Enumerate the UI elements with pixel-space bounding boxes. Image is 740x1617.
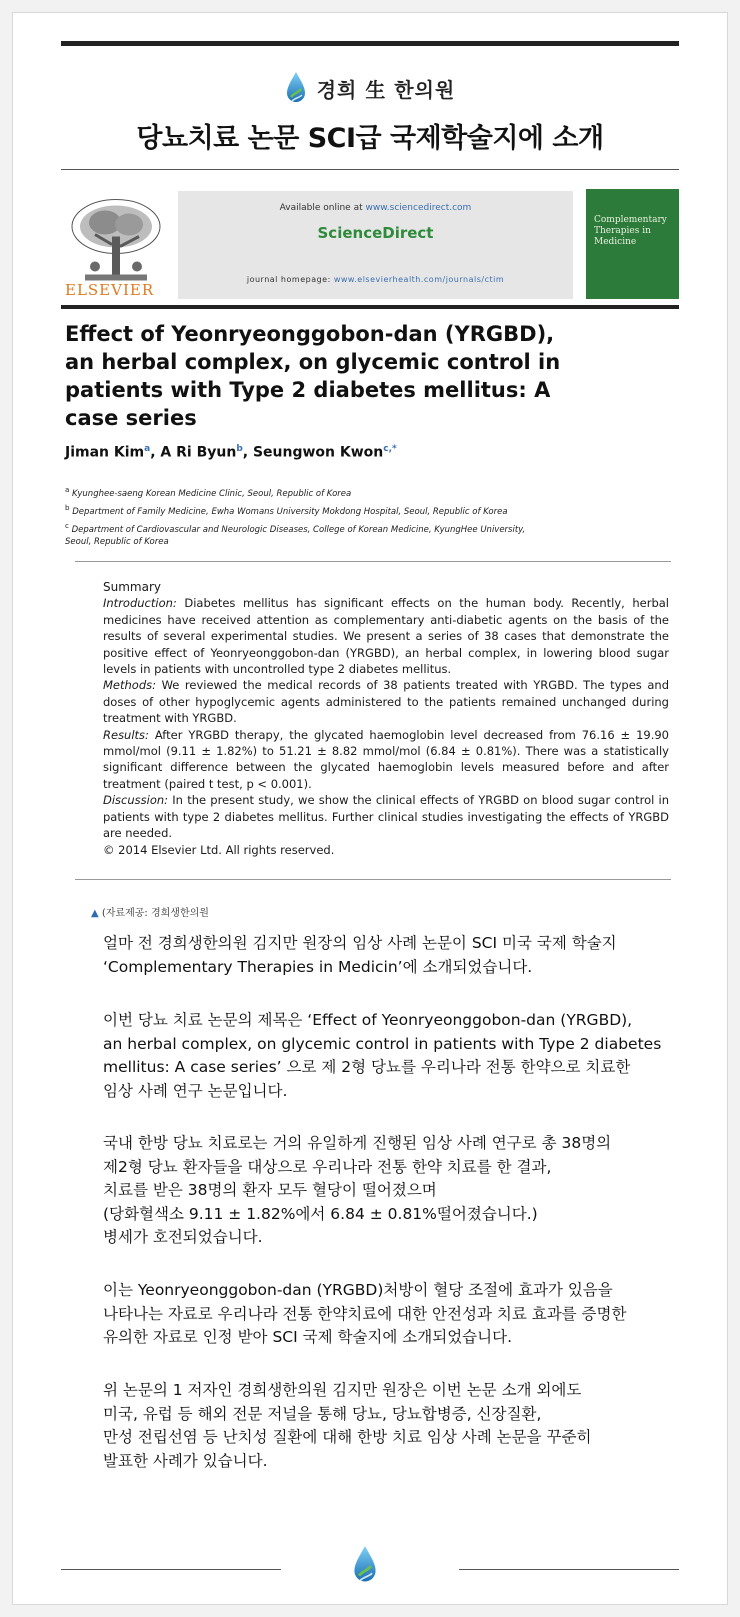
affiliation-text: Kyunghee-saeng Korean Medicine Clinic, Seoul, Republic of Korea: [72, 488, 352, 499]
clinic-brand: [13, 68, 727, 108]
summary-introduction: [103, 595, 669, 677]
paragraph-line: 발표한 사례가 있습니다.: [103, 1451, 268, 1470]
available-prefix: Available online at: [279, 203, 363, 213]
author-list: Jiman Kim$^a$, A Ri Byun$^b$, Seungwon Kwon$^{c,*}$: [65, 444, 397, 461]
author-affil-mark: a: [144, 444, 151, 454]
paragraph-line: 위 논문의 1 저자인 경희생한의원 김지만 원장은 이번 논문 소개 외에도: [103, 1381, 582, 1399]
caption-marker-icon: ▲: [91, 908, 99, 919]
author-name: Jiman Kim: [65, 444, 145, 461]
abstract-summary: [103, 579, 669, 858]
top-thick-rule: [61, 41, 679, 46]
paragraph-line: 미국, 유럽 등 해외 전문 저널을 통해 당뇨, 당뇨합병증, 신장질환,: [103, 1404, 542, 1423]
homepage-url[interactable]: www.elsevierhealth.com/journals/ctim: [333, 275, 505, 284]
paragraph-line: (당화혈색소 9.11 ± 1.82%에서 6.84 ± 0.81%떨어졌습니다.): [103, 1204, 538, 1223]
page-headline: 당뇨치료 논문 SCI급 국제학술지에 소개: [136, 123, 604, 154]
sciencedirect-banner: [178, 191, 573, 299]
affiliation-text: Department of Cardiovascular and Neurologic Diseases, College of Korean Medicine, KyungHee University,: [71, 524, 526, 535]
affiliation-a: $^a$ Kyunghee-saeng Korean Medicine Clinic, Seoul, Republic of Korea: [65, 485, 352, 499]
paragraph-line: mellitus: A case series’ 으로 제 2형 당뇨를 우리나라 전통 한약으로 치료한: [103, 1058, 631, 1076]
summary-results: [103, 727, 669, 793]
available-online: [178, 203, 573, 213]
article-card: [12, 12, 728, 1605]
cover-title: Complementary Therapies in Medicine: [594, 215, 667, 247]
paragraph-line: 병세가 호전되었습니다.: [103, 1228, 263, 1246]
section-text: We reviewed the medical records of 38 patients treated with YRGBD. The types and doses of other hypoglycemic agents administered to the patients remained unchanged during treatment with YRGBD.: [103, 678, 669, 726]
homepage-prefix: journal homepage:: [246, 275, 331, 284]
water-drop-footer-icon: [352, 1545, 378, 1585]
affiliation-text: Seoul, Republic of Korea: [65, 537, 169, 548]
paragraph-line: ‘Complementary Therapies in Medicin’에 소개되었습니다.: [103, 957, 533, 976]
article-paragraph-5: [103, 1379, 693, 1473]
paper-title-line: case series: [65, 406, 197, 430]
journal-cover: [586, 189, 679, 299]
caption-text: (자료제공: 경희생한의원: [101, 908, 209, 919]
journal-homepage: [178, 275, 573, 284]
paper-title-line: Effect of Yeonryeonggobon-dan (YRGBD),: [65, 322, 555, 346]
section-label: Results:: [103, 727, 149, 742]
article-paragraph-1: [103, 932, 693, 979]
author-affil-mark: c,*: [383, 444, 397, 454]
paragraph-line: an herbal complex, on glycemic control in patients with Type 2 diabetes: [103, 1034, 662, 1053]
article-paragraph-2: [103, 1009, 693, 1103]
image-caption: [91, 904, 209, 919]
paragraph-line: 임상 사례 연구 논문입니다.: [103, 1081, 288, 1100]
section-text: In the present study, we show the clinical effects of YRGBD on blood sugar control in patients with type 2 diabetes mellitus. Further clinical studies investigating the effects of YRGBD are needed.: [103, 793, 670, 841]
author-affil-mark: b: [236, 444, 243, 454]
paper-title: [65, 320, 665, 432]
summary-rule: [75, 879, 671, 880]
paragraph-line: 국내 한방 당뇨 치료로는 거의 유일하게 진행된 임상 사례 연구로 총 38명의: [103, 1134, 612, 1152]
paragraph-line: 유의한 자료로 인정 받아 SCI 국제 학술지에 소개되었습니다.: [103, 1328, 513, 1346]
brand-name: 경희 生 한의원: [316, 77, 456, 102]
paragraph-line: 제2형 당뇨 환자들을 대상으로 우리나라 전통 한약 치료를 한 결과,: [103, 1157, 552, 1176]
paper-title-line: patients with Type 2 diabetes mellitus: A: [65, 378, 551, 402]
paragraph-line: 얼마 전 경희생한의원 김지만 원장의 임상 사례 논문이 SCI 미국 국제 학술지: [103, 934, 617, 952]
section-label: Introduction:: [103, 596, 177, 611]
journal-band-rule: [61, 305, 679, 309]
footer-rule-right: [459, 1569, 679, 1570]
paragraph-line: 나타나는 자료로 우리나라 전통 한약치료에 대한 안전성과 치료 효과를 증명한: [103, 1304, 627, 1323]
author-name: A Ri Byun: [160, 444, 237, 461]
affiliation-rule: [75, 561, 671, 562]
paragraph-line: 이번 당뇨 치료 논문의 제목은 ‘Effect of Yeonryeonggobon-dan (YRGBD),: [103, 1011, 633, 1029]
paper-title-line: an herbal complex, on glycemic control in: [65, 350, 561, 374]
summary-heading: Summary: [103, 580, 161, 594]
summary-methods: [103, 677, 669, 726]
affiliations: [65, 483, 665, 549]
paragraph-line: 이는 Yeonryeonggobon-dan (YRGBD)처방이 혈당 조절에 효과가 있음을: [103, 1281, 613, 1299]
affiliation-c: $^c$ Department of Cardiovascular and Neurologic Diseases, College of Korean Medicine, KyungHee University,: [65, 520, 526, 535]
footer-rule-left: [61, 1569, 281, 1570]
article-paragraph-4: [103, 1279, 693, 1350]
water-drop-logo-icon: [285, 71, 307, 105]
author-name: Seungwon Kwon: [252, 444, 384, 461]
article-paragraph-3: [103, 1132, 693, 1250]
section-text: Diabetes mellitus has significant effects on the human body. Recently, herbal medicines have received attention as complementary anti-diabetic agents on the basis of the results of several experimental studies. We present a series of 38 cases that demonstrate the positive effect of Yeonryeonggobon-dan (YRGBD), an herbal complex, in lowering blood sugar levels in patients with uncontrolled type 2 diabetes mellitus.: [103, 596, 669, 677]
affiliation-b: $^b$ Department of Family Medicine, Ewha Womans University Mokdong Hospital, Seoul, Republic of Korea: [65, 502, 508, 517]
headline-rule: [61, 169, 679, 170]
sciencedirect-wordmark: ScienceDirect: [317, 224, 434, 242]
summary-copyright: © 2014 Elsevier Ltd. All rights reserved.: [103, 842, 335, 857]
paragraph-line: 만성 전립선염 등 난치성 질환에 대해 한방 치료 임상 사례 논문을 꾸준히: [103, 1428, 592, 1446]
paragraph-line: 치료를 받은 38명의 환자 모두 혈당이 떨어졌으며: [103, 1181, 437, 1199]
sciencedirect-url[interactable]: www.sciencedirect.com: [365, 203, 472, 213]
section-label: Discussion:: [103, 793, 169, 808]
elsevier-wordmark: ELSEVIER: [65, 281, 155, 299]
affiliation-text: Department of Family Medicine, Ewha Womans University Mokdong Hospital, Seoul, Republic of Korea: [72, 506, 508, 517]
section-label: Methods:: [103, 678, 156, 693]
section-text: After YRGBD therapy, the glycated haemoglobin level decreased from 76.16 ± 19.90 mmol/mol (9.11 ± 1.82%) to 51.21 ± 8.82 mmol/mol (6.84 ± 0.81%). There was a statistically significant difference between the glycated haemoglobin levels measured before and after treatment (paired t test, p < 0.001).: [103, 727, 669, 791]
summary-discussion: [103, 792, 669, 841]
